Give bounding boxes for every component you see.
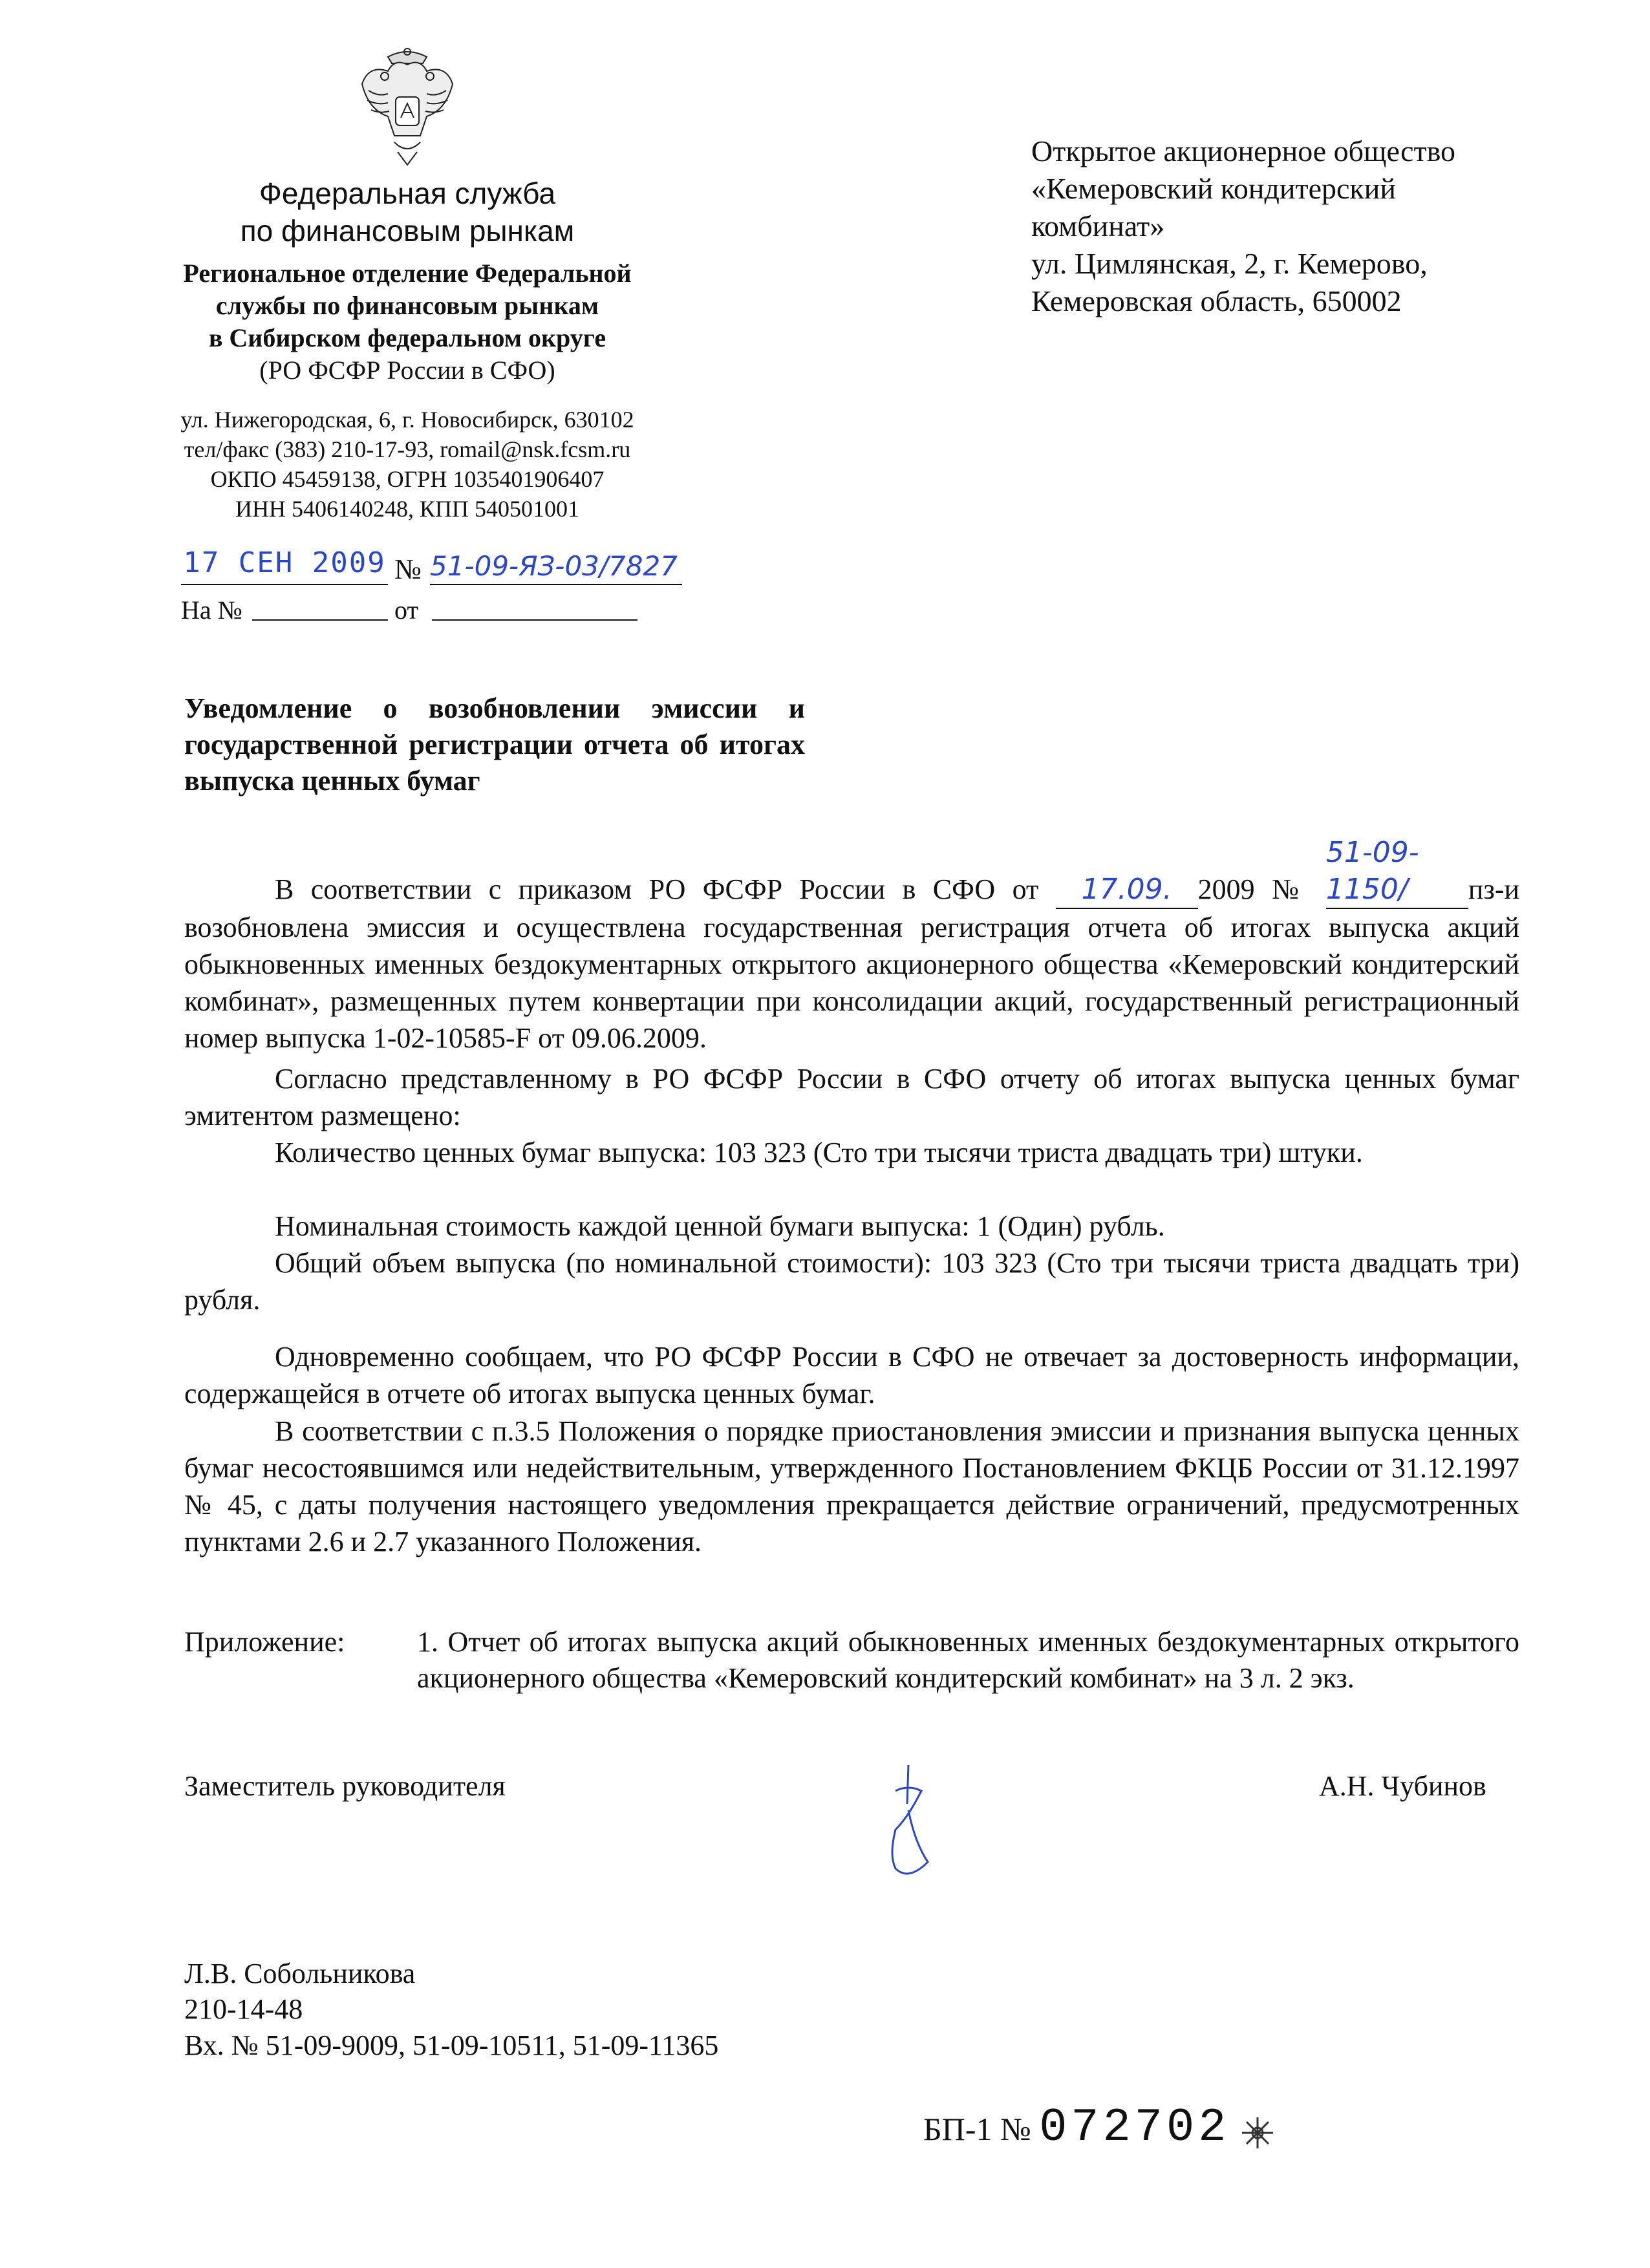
reference-date-blank [432, 619, 638, 621]
sender-office-line3: в Сибирском федеральном округе [208, 323, 606, 352]
letter-subject: Уведомление о возобновлении эмиссии и государственной регистрации отчета об итогах выпуска ценных бумаг [184, 692, 805, 797]
form-number [923, 2101, 1277, 2154]
coat-of-arms-emblem [349, 45, 466, 168]
p1-text-b: 2009 № [1197, 873, 1309, 905]
sender-agency-line1: Федеральная служба [259, 177, 556, 210]
executor-name: Л.В. Собольникова [184, 1958, 416, 1989]
outgoing-number-field [430, 546, 682, 585]
body-paragraph-2 [184, 1060, 1519, 1134]
sender-okpo: ОКПО 45459138, ОГРН 1035401906407 [210, 466, 605, 492]
sender-office-line2: службы по финансовым рынкам [215, 291, 599, 320]
order-date-handwritten: 17.09. [1081, 873, 1172, 906]
outgoing-number-label: № [394, 553, 422, 585]
addressee-line5: Кемеровская область, 650002 [1031, 284, 1402, 317]
order-number-field [1326, 834, 1468, 909]
handwritten-signature [870, 1759, 947, 1888]
order-date-field [1056, 871, 1198, 909]
addressee-line3: комбинат» [1031, 209, 1165, 242]
p2-text: Согласно представленному в РО ФСФР России в СФО отчету об итогах выпуска ценных бумаг эмитентом размещено: [184, 1063, 1519, 1131]
outgoing-number-handwritten: 51-09-ЯЗ-03/7827 [430, 550, 678, 582]
rosette-ornament-icon [1238, 2113, 1277, 2152]
attachment-item: 1. Отчет об итогах выпуска акций обыкновенных именных бездокументарных открытого акционерного общества «Кемеровский кондитерский комбинат» на 3 л. 2 экз. [417, 1626, 1519, 1694]
reference-number-blank [252, 619, 388, 621]
reference-label: На № [181, 595, 242, 625]
sender-office-line1: Региональное отделение Федеральной [183, 259, 632, 288]
order-number-handwritten: 51-09-1150/ [1325, 836, 1419, 906]
attachment-label: Приложение: [184, 1626, 345, 1658]
form-serial-number: 072702 [1039, 2101, 1230, 2154]
form-number-label: БП-1 № [923, 2111, 1031, 2147]
p1-text-a: В соответствии с приказом РО ФСФР России в СФО от [275, 873, 1039, 905]
sender-inn: ИНН 5406140248, КПП 540501001 [235, 496, 579, 522]
p6-text: Одновременно сообщаем, что РО ФСФР России в СФО не отвечает за достоверность информации, содержащейся в отчете об итогах выпуска ценных бумаг. [184, 1341, 1519, 1409]
p1-text-c: пз-и возобновлена эмиссия и осуществлена государственная регистрация отчета об итогах выпуска акций обыкновенных именных бездокументарных открытого акционерного общества «Кемеровский кондитерский комбинат», размещенных путем конвертации при консолидации акций, государственный регистрационный номер выпуска 1-02-10585-F от 09.06.2009. [184, 873, 1520, 1054]
body-paragraph-6 [184, 1338, 1519, 1412]
outgoing-date-field [181, 546, 388, 585]
body-paragraph-4 [184, 1208, 1519, 1245]
body-paragraph-5 [184, 1245, 1519, 1318]
p3-text: Количество ценных бумаг выпуска: 103 323 (Сто три тысячи триста двадцать три) штуки. [275, 1137, 1363, 1168]
executor-phone: 210-14-48 [184, 1993, 303, 2025]
sender-agency-line2: по финансовым рынкам [240, 214, 575, 248]
signatory-position: Заместитель руководителя [184, 1770, 506, 1802]
incoming-numbers: Вх. № 51-09-9009, 51-09-10511, 51-09-11365 [184, 2029, 719, 2061]
p7-text: В соответствии с п.3.5 Положения о порядке приостановления эмиссии и признания выпуска ценных бумаг несостоявшимся или недействительным, утвержденного Постановлением ФКЦБ России от 31.12.1997 № 45, с даты получения настоящего уведомления прекращается действие ограничений, предусмотренных пунктами 2.6 и 2.7 указанного Положения. [184, 1415, 1519, 1557]
body-paragraph-7 [184, 1413, 1519, 1560]
date-stamp: 17 СЕН 2009 [183, 546, 386, 579]
signatory-name: А.Н. Чубинов [1319, 1770, 1486, 1802]
sender-short-name: (РО ФСФР России в СФО) [259, 356, 555, 385]
addressee-block [1031, 133, 1548, 320]
addressee-line1: Открытое акционерное общество [1031, 134, 1455, 167]
reference-from-label: от [394, 595, 418, 625]
body-paragraph-1 [184, 834, 1519, 1056]
addressee-line2: «Кемеровский кондитерский [1031, 172, 1396, 205]
sender-address: ул. Нижегородская, 6, г. Новосибирск, 630102 [180, 407, 634, 433]
sender-contacts: тел/факс (383) 210-17-93, romail@nsk.fcsm.ru [184, 436, 631, 462]
p5-text: Общий объем выпуска (по номинальной стоимости): 103 323 (Сто три тысячи триста двадцать три) рубля. [184, 1247, 1519, 1316]
addressee-line4: ул. Цимлянская, 2, г. Кемерово, [1031, 247, 1428, 280]
p4-text: Номинальная стоимость каждой ценной бумаги выпуска: 1 (Один) рубль. [275, 1210, 1165, 1242]
body-paragraph-3 [184, 1134, 1519, 1171]
